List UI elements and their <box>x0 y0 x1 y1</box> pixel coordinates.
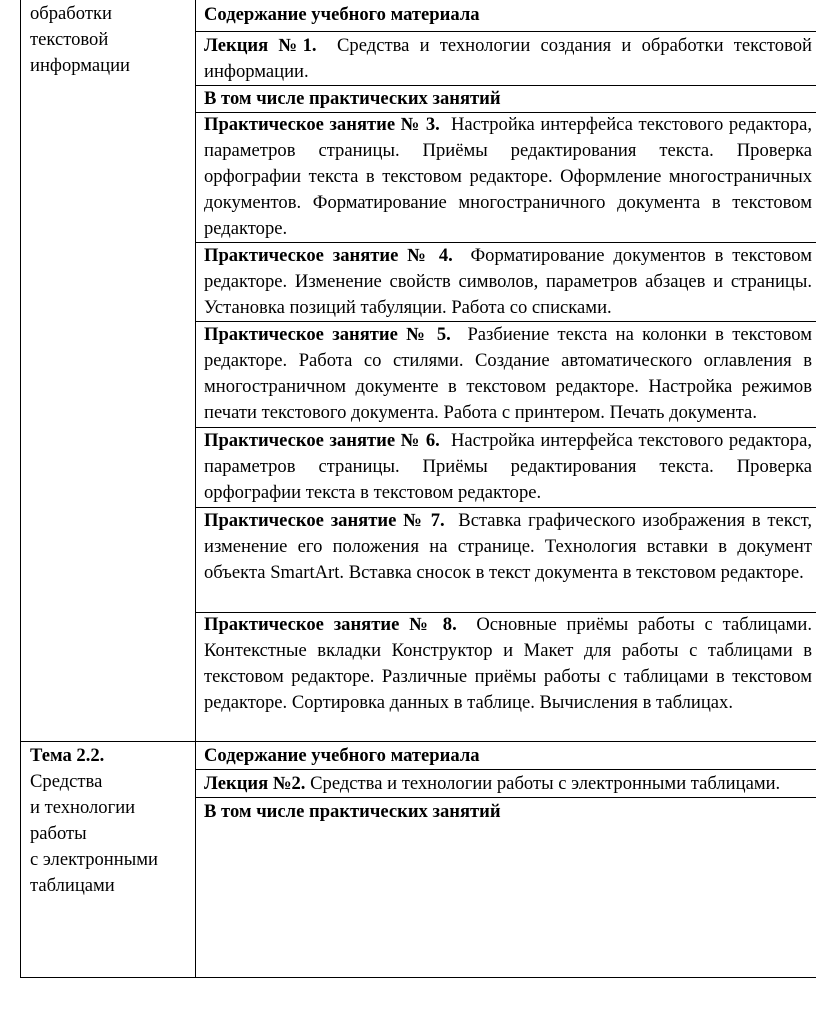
practice-header <box>204 799 812 825</box>
topic-title-line: и технологии <box>30 797 136 818</box>
practice-header-text: В том числе практических занятий <box>204 88 501 109</box>
practice-text: Настройка интерфейса текстового редактора, параметров страницы. Приёмы редактирования текста. Проверка орфографии текста в текстовом редакторе. Оформление многостраничных документов. Форматирование многостраничного документа в текстовом редакторе. <box>204 114 813 239</box>
row-divider <box>195 797 816 798</box>
table-column-divider <box>195 0 196 978</box>
practice-header <box>204 86 812 112</box>
practice-label: Практическое занятие № 8. <box>204 614 457 635</box>
practice-text: Форматирование документов в текстовом редакторе. Изменение свойств символов, параметров абзацев и страницы. Установка позиций табуляции. Работа со списками. <box>204 245 813 318</box>
practice-label: Практическое занятие № 4. <box>204 245 453 266</box>
practice-label: Практическое занятие № 6. <box>204 430 440 451</box>
topic-title-cell <box>30 743 190 899</box>
content-header <box>204 2 812 28</box>
lecture-label: Лекция №1. <box>204 35 317 56</box>
topic-title-line: информации <box>30 55 131 76</box>
lecture-row <box>204 33 812 85</box>
topic-title-line: обработки <box>30 3 112 24</box>
section-divider <box>20 741 816 742</box>
practice-text: Вставка графического изображения в текст, изменение его положения на странице. Технология вставки в документ объекта SmartArt. Вставка сносок в текст документа в текстовом редакторе. <box>204 510 813 583</box>
content-header-text: Содержание учебного материала <box>204 745 480 766</box>
topic-label: Тема 2.2. <box>30 745 105 766</box>
lecture-row <box>204 771 812 797</box>
practice-item <box>204 243 812 321</box>
topic-title-line: работы <box>30 823 87 844</box>
practice-item <box>204 112 812 242</box>
practice-header-text: В том числе практических занятий <box>204 801 501 822</box>
practice-item <box>204 322 812 426</box>
lecture-label: Лекция №2. <box>204 773 306 794</box>
practice-item <box>204 508 812 586</box>
practice-text: Настройка интерфейса текстового редактора, параметров страницы. Приёмы редактирования текста. Проверка орфографии текста в текстовом редакторе. <box>204 430 813 503</box>
lecture-text: Средства и технологии создания и обработки текстовой информации. <box>204 35 813 82</box>
practice-text: Основные приёмы работы с таблицами. Контекстные вкладки Конструктор и Макет для работы с таблицами в текстовом редакторе. Различные приёмы работы с таблицами в текстовом редакторе. Сортировка данных в таблице. Вычисления в таблицах. <box>204 614 812 713</box>
content-header <box>204 743 812 769</box>
practice-item <box>204 428 812 506</box>
practice-item <box>204 612 812 716</box>
content-header-text: Содержание учебного материала <box>204 4 480 25</box>
topic-title-line: таблицами <box>30 875 115 896</box>
practice-label: Практическое занятие № 7. <box>204 510 445 531</box>
row-divider <box>195 769 816 770</box>
table-border-left <box>20 0 21 978</box>
topic-title-cell <box>30 1 190 79</box>
topic-title-line: Средства <box>30 771 103 792</box>
practice-text: Разбиение текста на колонки в текстовом редакторе. Работа со стилями. Создание автоматического оглавления в многостраничном документе в текстовом редакторе. Настройка режимов печати текстового документа. Работа с принтером. Печать документа. <box>204 324 812 423</box>
row-divider <box>195 31 816 32</box>
lecture-text: Средства и технологии работы с электронными таблицами. <box>310 773 781 794</box>
table-border-bottom <box>20 977 816 978</box>
topic-title-line: с электронными <box>30 849 158 870</box>
practice-label: Практическое занятие № 3. <box>204 114 440 135</box>
topic-title-line: текстовой <box>30 29 109 50</box>
practice-label: Практическое занятие № 5. <box>204 324 451 345</box>
